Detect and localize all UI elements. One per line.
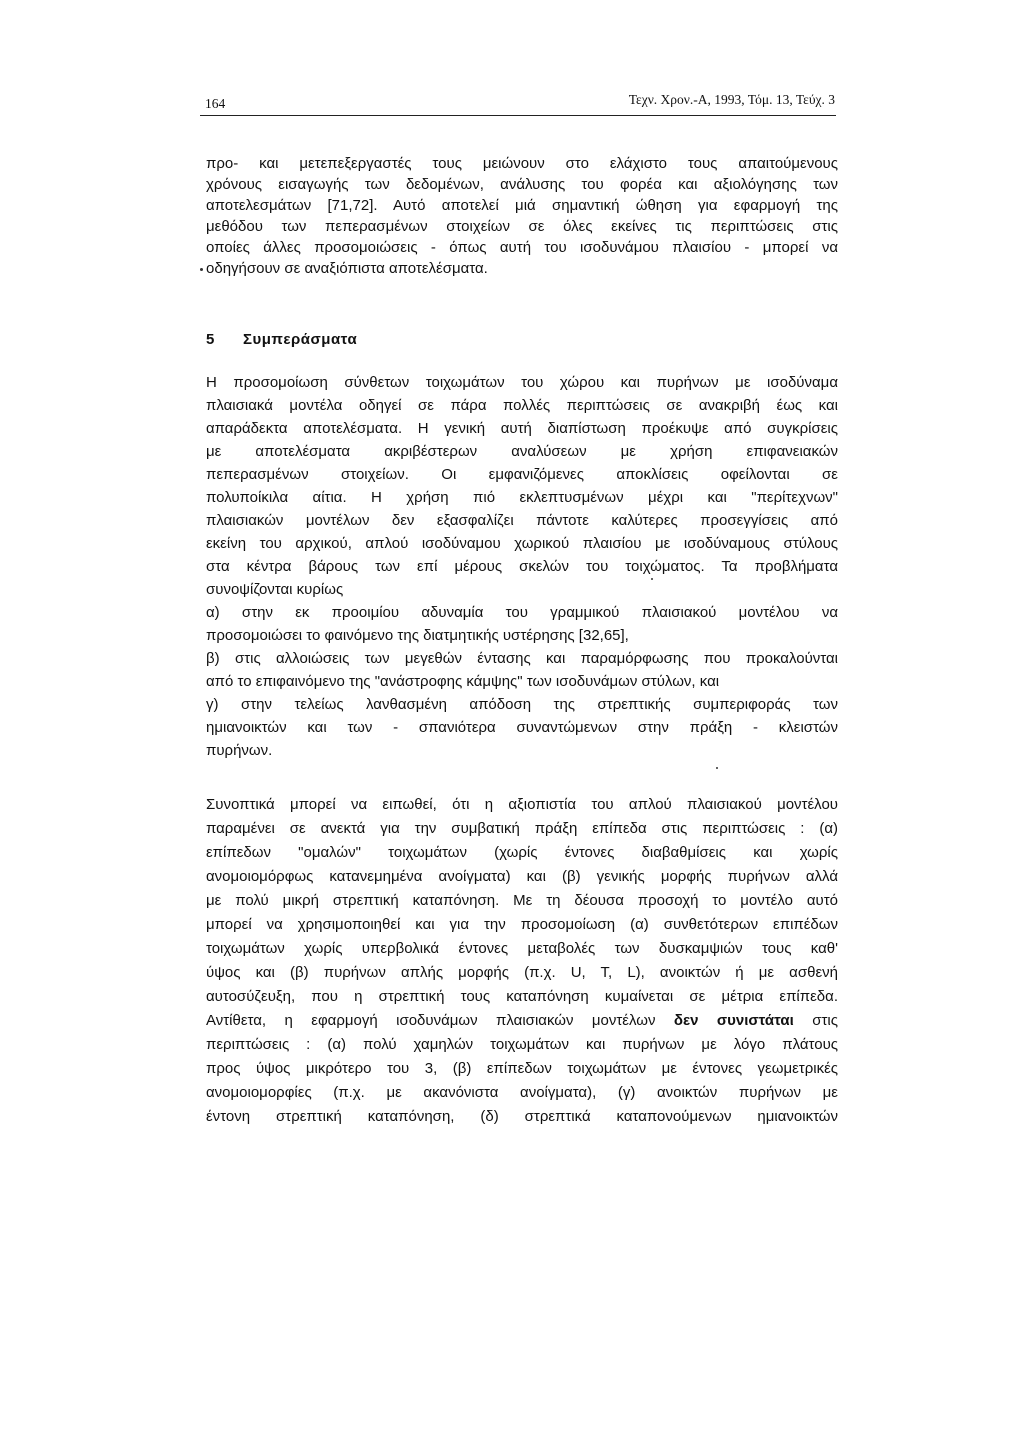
text-line: αποτελεσμάτων [71,72]. Αυτό αποτελεί μιά σημαντική ώθηση για εφαρμογή της	[206, 197, 838, 214]
text-line: μεθόδου των πεπερασμένων στοιχείων σε όλες εκείνες τις περιπτώσεις στις	[206, 218, 838, 235]
text-line: έντονη στρεπτική καταπόνηση, (δ) στρεπτικά καταπονούμενων ημιανοικτών	[206, 1108, 838, 1125]
page-number: 164	[205, 96, 226, 111]
text-line: με αποτελέσματα ακριβέστερων αναλύσεων με χρήση επιφανειακών	[206, 443, 838, 460]
text-line: οδηγήσουν σε αναξιόπιστα αποτελέσματα.	[206, 260, 488, 277]
text-line: Η προσομοίωση σύνθετων τοιχωμάτων του χώρου και πυρήνων με ισοδύναμα	[206, 374, 838, 391]
text-line: οποίες άλλες προσομοιώσεις - όπως αυτή του ισοδυνάμου πλαισίου - μπορεί να	[206, 239, 838, 256]
intro-paragraph	[206, 156, 838, 276]
text-line: περιπτώσεις : (α) πολύ χαμηλών τοιχωμάτων και πυρήνων με λόγο πλάτους	[206, 1036, 838, 1053]
scan-speck	[200, 268, 203, 271]
text-line: εκείνη του αρχικού, απλού ισοδύναμου χωρικού πλαισίου με ισοδύναμους στύλους	[206, 535, 838, 552]
header-rule	[200, 115, 836, 116]
text-line: επίπεδων "ομαλών" τοιχωμάτων (χωρίς έντονες διαβαθμίσεις και χωρίς	[206, 844, 838, 861]
text-line: πυρήνων.	[206, 742, 273, 759]
text-line: ύψος και (β) πυρήνων απλής μορφής (π.χ. U, T, L), ανοικτών ή με ασθενή	[206, 964, 838, 981]
running-header	[205, 92, 835, 114]
text-fragment: στις	[812, 1012, 838, 1029]
text-line: αυτοσύζευξη, που η στρεπτική τους καταπόνηση κυμαίνεται σε μέτρια επίπεδα.	[206, 988, 838, 1005]
text-line: συνοψίζονται κυρίως	[206, 581, 344, 598]
text-line: ανομοιομορφίες (π.χ. με ακανόνιστα ανοίγματα), (γ) ανοικτών πυρήνων με	[206, 1084, 838, 1101]
scan-speck	[651, 578, 653, 580]
text-line: πλαισιακά μοντέλα οδηγεί σε πάρα πολλές περιπτώσεις σε ανακριβή έως και	[206, 397, 838, 414]
text-line: μπορεί να χρησιμοποιηθεί και για την προσομοίωση (α) συνθετότερων επιπέδων	[206, 916, 838, 933]
text-line: ανομοιομόρφως κατανεμημένα ανοίγματα) και (β) γενικής μορφής πυρήνων αλλά	[206, 868, 838, 885]
text-line: πολυποίκιλα αίτια. Η χρήση πιό εκλεπτυσμένων μέχρι και "περίτεχνων"	[206, 489, 838, 506]
text-line-emphasis	[206, 1013, 838, 1028]
conclusions-paragraph-1	[206, 375, 838, 758]
scan-speck	[716, 767, 718, 769]
text-fragment: Αντίθετα, η εφαρμογή ισοδυνάμων πλαισιακών μοντέλων	[206, 1012, 656, 1029]
text-line: α) στην εκ προοιμίου αδυναμία του γραμμικού πλαισιακού μοντέλου να	[206, 604, 838, 621]
journal-citation: Τεχν. Χρον.-Α, 1993, Τόμ. 13, Τεύχ. 3	[628, 92, 835, 107]
text-line: με πολύ μικρή στρεπτική καταπόνηση. Με τη δέουσα προσοχή το μοντέλο αυτό	[206, 892, 838, 909]
text-line: από το επιφαινόμενο της "ανάστροφης κάμψης" των ισοδυνάμων στύλων, και	[206, 673, 720, 690]
text-line: προσομοιώσει το φαινόμενο της διατμητικής υστέρησης [32,65],	[206, 627, 629, 644]
text-line: πεπερασμένων στοιχείων. Οι εμφανιζόμενες αποκλίσεις οφείλονται σε	[206, 466, 838, 483]
text-line: χρόνους εισαγωγής των δεδομένων, ανάλυσης του φορέα και αξιολόγησης των	[206, 176, 838, 193]
text-line: προ- και μετεπεξεργαστές τους μειώνουν στο ελάχιστο τους απαιτούμενους	[206, 155, 838, 172]
section-heading	[206, 331, 357, 348]
text-line: γ) στην τελείως λανθασμένη απόδοση της στρεπτικής συμπεριφοράς των	[206, 696, 838, 713]
text-line: παραμένει σε ανεκτά για την συμβατική πράξη επίπεδα στις περιπτώσεις : (α)	[206, 820, 838, 837]
text-line: τοιχωμάτων χωρίς υπερβολικά έντονες μεταβολές των δυσκαμψιών τους καθ'	[206, 940, 838, 957]
conclusions-paragraph-2	[206, 797, 838, 1124]
text-line: απαράδεκτα αποτελέσματα. Η γενική αυτή διαπίστωση προέκυψε από συγκρίσεις	[206, 420, 838, 437]
text-line: ημιανοικτών και των - σπανιότερα συναντώμενων στην πράξη - κλειστών	[206, 719, 838, 736]
text-line: προς ύψος μικρότερο του 3, (β) επίπεδων τοιχωμάτων με έντονες γεωμετρικές	[206, 1060, 838, 1077]
text-line: στα κέντρα βάρους των επί μέρους σκελών του τοιχώματος. Τα προβλήματα	[206, 558, 838, 575]
text-line: πλαισιακών μοντέλων δεν εξασφαλίζει πάντοτε καλύτερες προσεγγίσεις από	[206, 512, 838, 529]
section-number: 5	[206, 331, 215, 348]
section-title: Συμπεράσματα	[243, 331, 358, 348]
text-line: β) στις αλλοιώσεις των μεγεθών έντασης και παραμόρφωσης που προκαλούνται	[206, 650, 838, 667]
emphasis-text: δεν συνιστάται	[673, 1012, 794, 1029]
text-line: Συνοπτικά μπορεί να ειπωθεί, ότι η αξιοπιστία του απλού πλαισιακού μοντέλου	[206, 796, 838, 813]
